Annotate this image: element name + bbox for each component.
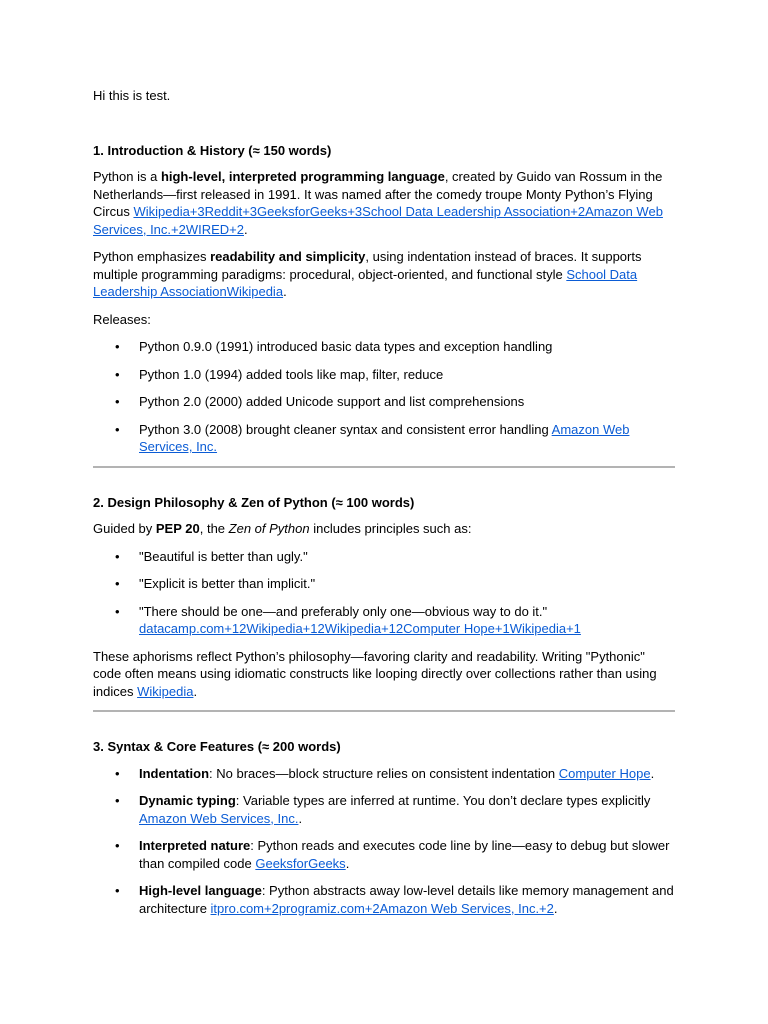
emphasis-text: high-level, interpreted programming language	[160, 169, 445, 184]
section-1-heading: 1. Introduction & History (≈ 150 words)	[93, 142, 332, 158]
list-item: • Python 0.9.0 (1991) introduced basic data types and exception handling	[93, 338, 675, 356]
releases-list	[93, 338, 675, 456]
list-item: • "Explicit is better than implicit."	[93, 575, 675, 593]
feature-term: High-level language	[139, 883, 262, 898]
section-1-paragraph-1: Python is a high-level, interpreted programming language, created by Guido van Rossum in the Netherlands—first released in 1991. It was named after the comedy troupe Monty Python’s Flying Circus Wikipedia+3Reddit+3GeeksforGeeks+3School Data Leadership Association+2Amazon Web Services, Inc.+2WIRED+2.	[93, 169, 663, 237]
citation-link[interactable]: Computer Hope	[558, 765, 651, 781]
list-item: • "Beautiful is better than ugly."	[93, 548, 675, 566]
citation-link[interactable]: Amazon Web Services, Inc.	[139, 421, 630, 454]
list-item: • Interpreted nature: Python reads and executes code line by line—easy to debug but slower than compiled code GeeksforGeeks.	[93, 837, 675, 872]
list-item: • High-level language: Python abstracts away low-level details like memory management and architecture itpro.com+2programiz.com+2Amazon Web Services, Inc.+2.	[93, 882, 675, 917]
section-2-paragraph-1: Guided by PEP 20, the Zen of Python includes principles such as:	[93, 521, 472, 536]
citation-link[interactable]: GeeksforGeeks	[255, 855, 346, 871]
zen-quotes-list	[93, 548, 675, 638]
citation-link[interactable]: itpro.com+2programiz.com+2Amazon Web Services, Inc.+2	[210, 900, 554, 916]
section-2-heading: 2. Design Philosophy & Zen of Python (≈ 100 words)	[93, 494, 415, 510]
list-item: • "There should be one—and preferably only one—obvious way to do it." datacamp.com+12Wikipedia+12Wikipedia+12Computer Hope+1Wikipedia+1	[93, 603, 675, 638]
citation-link[interactable]: Wikipedia	[137, 683, 194, 699]
list-item: • Python 1.0 (1994) added tools like map, filter, reduce	[93, 366, 675, 384]
citation-link[interactable]: datacamp.com+12Wikipedia+12Wikipedia+12Computer Hope+1Wikipedia+1	[139, 621, 581, 636]
intro-text: Hi this is test.	[93, 88, 171, 103]
citation-link[interactable]: Amazon Web Services, Inc.	[139, 810, 299, 826]
emphasis-text: PEP 20	[155, 521, 200, 536]
feature-term: Indentation	[139, 765, 210, 781]
features-list	[93, 765, 675, 918]
italic-text: Zen of Python	[228, 521, 310, 536]
horizontal-rule	[93, 466, 675, 468]
section-1-paragraph-2: Python emphasizes readability and simplicity, using indentation instead of braces. It supports multiple programming paradigms: procedural, object-oriented, and functional style School Data Leadership AssociationWikipedia.	[93, 249, 642, 299]
horizontal-rule	[93, 710, 675, 712]
list-item: • Indentation: No braces—block structure relies on consistent indentation Computer Hope.	[93, 765, 675, 783]
document-body	[93, 87, 675, 927]
citation-link[interactable]: School Data Leadership AssociationWikipedia	[93, 266, 638, 299]
feature-term: Interpreted nature	[139, 838, 251, 853]
list-item: • Python 3.0 (2008) brought cleaner syntax and consistent error handling Amazon Web Services, Inc.	[93, 421, 675, 456]
list-item: • Dynamic typing: Variable types are inferred at runtime. You don’t declare types explicitly Amazon Web Services, Inc..	[93, 792, 675, 827]
citation-link[interactable]: Wikipedia+3Reddit+3GeeksforGeeks+3School Data Leadership Association+2Amazon Web Services, Inc.+2WIRED+2	[93, 204, 663, 237]
releases-label: Releases:	[93, 311, 151, 327]
emphasis-text: readability and simplicity	[210, 249, 366, 264]
feature-term: Dynamic typing	[139, 793, 236, 808]
section-3-heading: 3. Syntax & Core Features (≈ 200 words)	[93, 739, 341, 754]
list-item: • Python 2.0 (2000) added Unicode support and list comprehensions	[93, 393, 675, 411]
section-2-paragraph-2: These aphorisms reflect Python’s philosophy—favoring clarity and readability. Writing "Pythonic" code often means using idiomatic constructs like looping directly over collections rather than using indices Wikipedia.	[93, 648, 657, 699]
